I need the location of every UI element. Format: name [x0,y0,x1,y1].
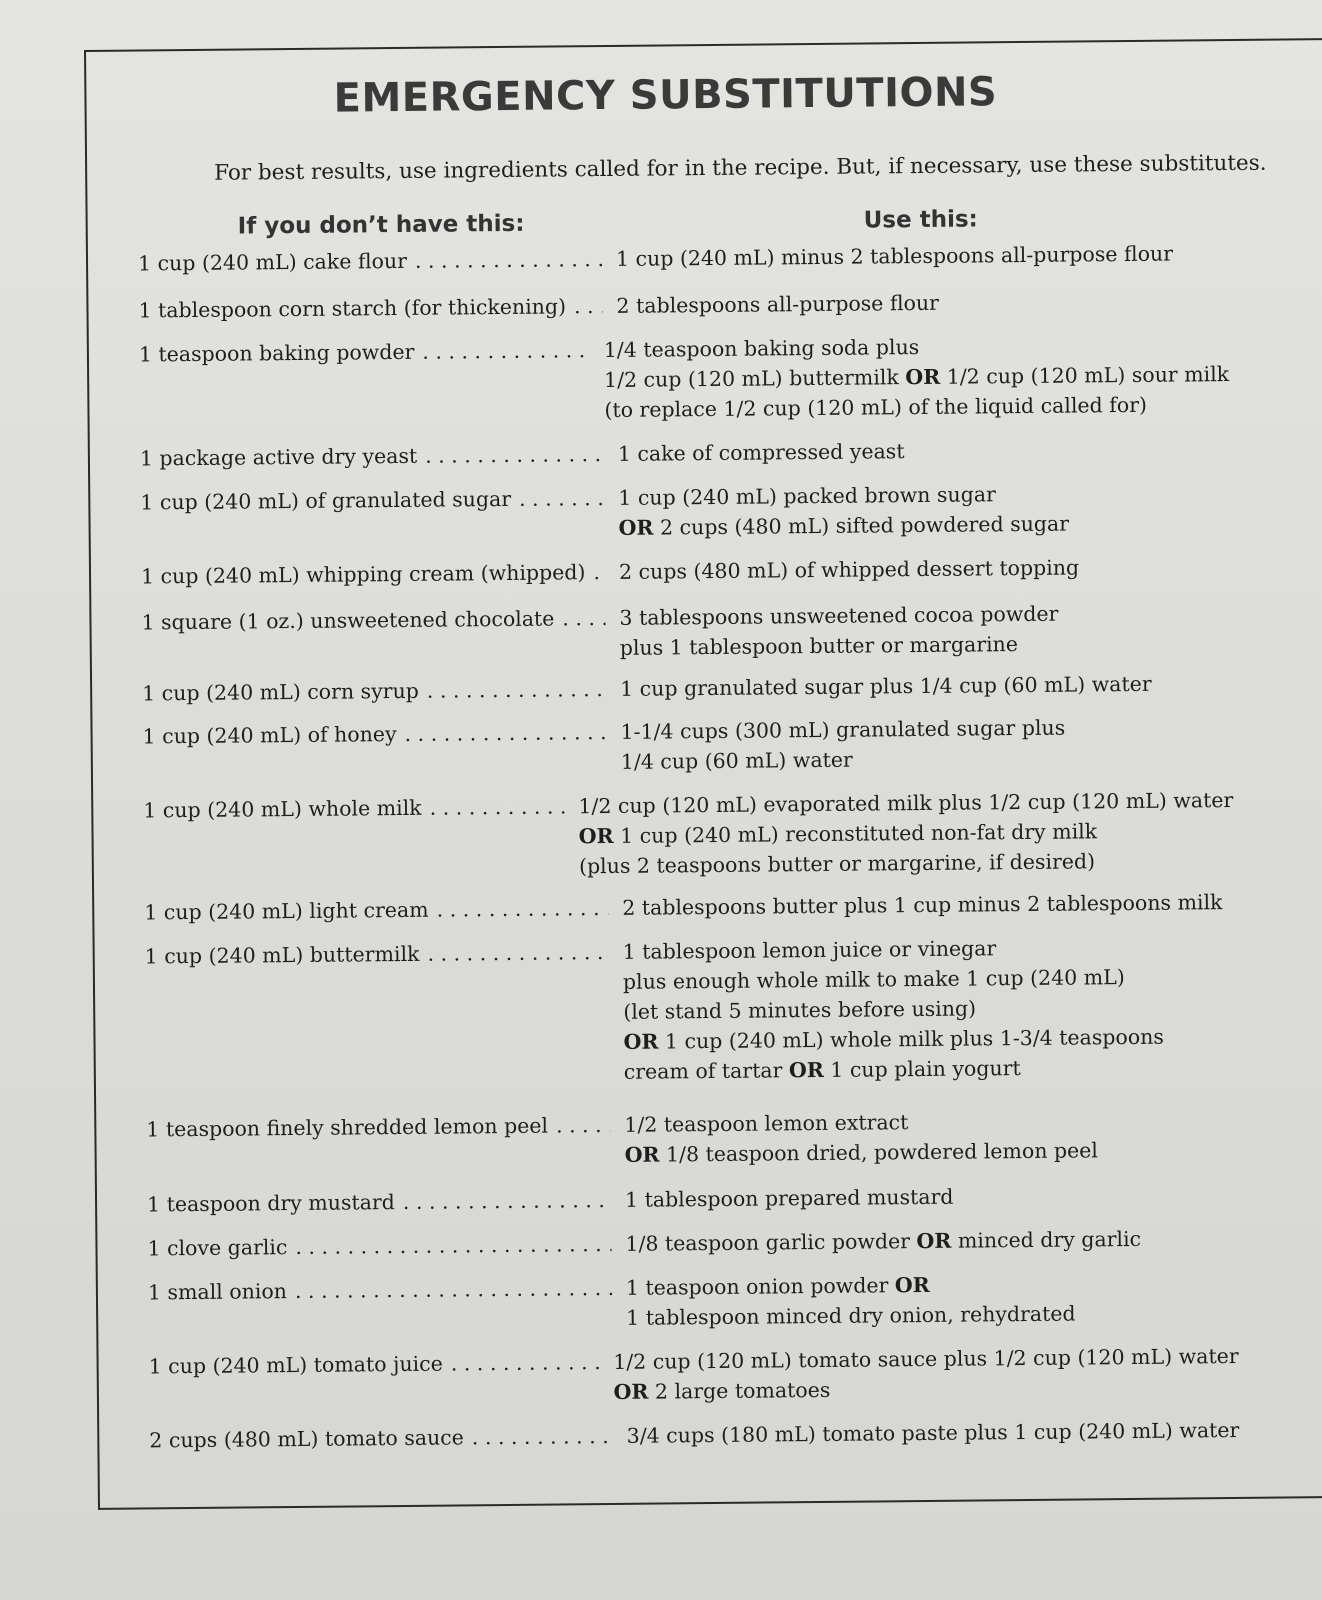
substitute-text: 3 tablespoons unsweetened cocoa powder [619,601,1059,630]
substitute-text: 2 cups (480 mL) of whipped dessert topping [618,555,1080,584]
substitution-row [146,1104,1237,1174]
dot-leader [427,674,607,706]
dot-leader [295,1229,611,1262]
column-header-have: If you don’t have this: [237,210,525,240]
substitute-cell [620,669,1152,704]
substitute-text: 1/4 cup (60 mL) water [620,747,853,774]
substitution-row [147,1179,1237,1219]
substitute-text: minced dry garlic [951,1226,1142,1253]
substitute-text: 1/2 cup (120 mL) tomato sauce plus 1/2 cup (120 mL) water [613,1343,1239,1374]
ingredient-label: 2 cups (480 mL) tomato sauce [149,1425,464,1453]
ingredient-cell [141,603,611,638]
substitute-cell [625,1224,1141,1259]
dot-leader [519,483,605,514]
substitute-text: 1 tablespoon minced dry onion, rehydrated [626,1301,1076,1330]
substitute-cell [622,887,1223,923]
substitute-line [578,785,1233,821]
substitute-line [616,239,1173,274]
substitute-text: 1 cup granulated sugar plus 1/4 cup (60 mL) water [620,671,1152,701]
substitute-text: 2 large tomatoes [648,1377,831,1404]
or-keyword: OR [916,1228,952,1254]
substitution-row [149,1415,1239,1455]
intro-text: For best results, use ingredients called for in the recipe. But, if necessary, use these substitutes. [214,150,1267,186]
substitution-row [140,477,1231,547]
dot-leader [562,603,605,633]
substitution-row [147,1223,1237,1263]
or-keyword: OR [624,1142,660,1167]
substitute-text: 1 cup (240 mL) minus 2 tablespoons all-purpose flour [615,241,1174,271]
substitute-cell [626,1269,1076,1333]
ingredient-label: 1 square (1 oz.) unsweetened chocolate [141,606,555,635]
substitute-text: 1 teaspoon onion powder [625,1273,895,1300]
ingredient-cell [138,291,608,326]
substitute-cell [620,713,1065,777]
substitution-row [148,1341,1239,1411]
substitute-text: cream of tartar [623,1058,790,1084]
dot-leader [593,557,605,587]
substitute-text: 2 cups (480 mL) sifted powdered sugar [653,511,1070,540]
substitute-cell [625,1182,954,1215]
substitute-line [624,1135,1098,1170]
ingredient-label: 1 cup (240 mL) tomato juice [148,1351,443,1379]
substitution-row [138,285,1228,325]
ingredient-label: 1 teaspoon baking powder [138,339,415,367]
substitute-text: 3/4 cups (180 mL) tomato paste plus 1 cup (240 mL) water [626,1417,1240,1448]
substitute-cell [616,288,939,321]
substitute-text: 1-1/4 cups (300 mL) granulated sugar plus [620,715,1066,744]
dot-leader [574,291,603,321]
substitution-row [139,329,1230,429]
dot-leader [556,1110,611,1141]
ingredient-label: 1 cup (240 mL) whole milk [143,795,422,823]
substitute-text: 1 cup (240 mL) whole milk plus 1-3/4 teaspoons [658,1024,1164,1054]
substitute-text: (let stand 5 minutes before using) [623,996,977,1024]
dot-leader [430,791,565,822]
substitute-text: 1/8 teaspoon dried, powdered lemon peel [659,1138,1099,1167]
page-title: EMERGENCY SUBSTITUTIONS [333,69,998,122]
substitute-line [604,389,1229,425]
ingredient-cell [145,937,615,972]
ingredient-label: 1 cup (240 mL) corn syrup [142,678,419,706]
substitute-text: 2 tablespoons all-purpose flour [616,290,940,318]
substitute-cell [619,599,1058,663]
substitute-text: (plus 2 teaspoons butter or margarine, if desired) [578,849,1096,879]
substitute-line [621,743,1066,777]
substitute-text: 1 tablespoon prepared mustard [624,1184,954,1212]
ingredient-label: 1 clove garlic [147,1235,288,1261]
substitute-cell [618,479,1069,543]
ingredient-cell [149,1421,619,1456]
substitute-line [625,1182,954,1215]
substitute-text: 1/2 teaspoon lemon extract [624,1110,909,1137]
or-keyword: OR [578,823,614,849]
ingredient-cell [140,439,610,474]
substitute-text: (to replace 1/2 cup (120 mL) of the liquid called for) [604,392,1148,423]
substitute-line [620,713,1065,747]
substitute-text: plus 1 tablespoon butter or margarine [619,632,1019,660]
substitution-row [148,1267,1239,1337]
substitute-line [618,436,905,469]
substitution-row [141,551,1231,591]
substitute-line [626,1299,1076,1333]
substitute-text: 1/2 cup (120 mL) sour milk [940,362,1230,389]
substitute-line [619,552,1079,586]
substitute-text: 1 cup (240 mL) packed brown sugar [618,482,996,510]
substitution-row [138,238,1228,278]
dot-leader [451,1347,600,1378]
substitution-row [143,785,1234,885]
substitute-text: 1/8 teaspoon garlic powder [625,1229,917,1256]
dot-leader [425,439,604,471]
substitution-row [145,931,1236,1091]
substitute-cell [618,436,905,469]
ingredient-cell [142,674,612,709]
ingredient-cell [146,1110,616,1145]
ingredient-cell [140,483,610,518]
substitute-cell [627,1415,1240,1451]
substitute-line [613,1341,1239,1377]
dot-leader [404,717,606,749]
ingredient-cell [148,1273,618,1308]
substitute-text: 1/2 cup (120 mL) evaporated milk plus 1/2 cup (120 mL) water [578,788,1234,819]
substitute-line [619,599,1058,633]
substitute-line [620,669,1152,704]
column-header-use: Use this: [863,206,978,234]
substitute-text: plus enough whole milk to make 1 cup (240 mL) [622,965,1125,994]
ingredient-cell [139,335,596,369]
ingredient-label: 1 small onion [147,1279,288,1305]
ingredient-label: 1 cup (240 mL) light cream [144,897,429,925]
substitute-cell [623,932,1165,1087]
substitute-line [613,1371,1239,1407]
or-keyword: OR [788,1057,824,1083]
substitute-line [579,845,1234,881]
substitute-cell [619,552,1079,586]
substitute-text: 1/4 teaspoon baking soda plus [603,334,920,363]
dot-leader [422,335,590,367]
substitute-line [623,1022,1164,1057]
dot-leader [436,893,608,925]
substitute-text: 1/2 cup (120 mL) buttermilk [603,365,906,393]
ingredient-label: 1 cup (240 mL) of honey [142,722,397,749]
substitute-line [622,887,1223,923]
substitute-line [624,1105,1098,1140]
substitute-line [620,629,1059,663]
substitute-cell [604,329,1230,425]
substitute-line [626,1269,1076,1303]
substitute-line [625,1224,1141,1259]
ingredient-cell [143,791,570,825]
ingredient-cell [148,1347,605,1381]
substitute-text: 1 tablespoon lemon juice or vinegar [622,936,997,964]
ingredient-label: 1 teaspoon dry mustard [146,1190,395,1217]
ingredient-cell [144,893,614,928]
ingredient-label: 1 cup (240 mL) buttermilk [144,941,420,969]
substitute-text: 2 tablespoons butter plus 1 cup minus 2 tablespoons milk [622,890,1223,920]
substitute-cell [613,1341,1239,1407]
substitution-row [144,887,1234,927]
or-keyword: OR [613,1379,649,1404]
substitution-row [142,668,1232,708]
substitute-text: 1 cup (240 mL) reconstituted non-fat dry milk [613,819,1098,848]
substitute-line [627,1415,1240,1451]
ingredient-label: 1 cup (240 mL) of granulated sugar [140,486,512,515]
substitute-cell [624,1105,1098,1170]
or-keyword: OR [905,364,941,390]
dot-leader [295,1273,612,1306]
ingredient-label: 1 cup (240 mL) cake flour [137,248,408,276]
dot-leader [403,1185,612,1217]
ingredient-cell [147,1185,617,1220]
dot-leader [427,937,608,969]
ingredient-cell [138,244,608,279]
ingredient-label: 1 package active dry yeast [139,443,418,471]
substitute-text: 1 cup plain yogurt [823,1056,1021,1082]
substitutions-panel [84,38,1322,1510]
substitution-row [142,711,1233,781]
ingredient-cell [141,557,611,592]
substitute-line [616,288,939,321]
substitute-text: 1 cake of compressed yeast [617,439,905,466]
dot-leader [472,1421,613,1452]
ingredient-cell [147,1229,617,1264]
substitute-line [618,479,1069,513]
substitution-row [140,433,1230,473]
substitute-line [624,1052,1165,1087]
substitute-cell [616,239,1173,274]
dot-leader [415,244,602,276]
substitute-line [618,509,1069,543]
or-keyword: OR [618,515,654,540]
substitute-cell [578,785,1234,881]
or-keyword: OR [623,1029,659,1054]
ingredient-label: 1 cup (240 mL) whipping cream (whipped) [140,560,586,589]
ingredient-label: 1 teaspoon finely shredded lemon peel [146,1113,549,1142]
ingredient-label: 1 tablespoon corn starch (for thickening) [138,294,567,323]
substitute-line [623,962,1164,997]
ingredient-cell [142,717,612,752]
or-keyword: OR [894,1272,930,1298]
substitution-row [141,597,1232,667]
